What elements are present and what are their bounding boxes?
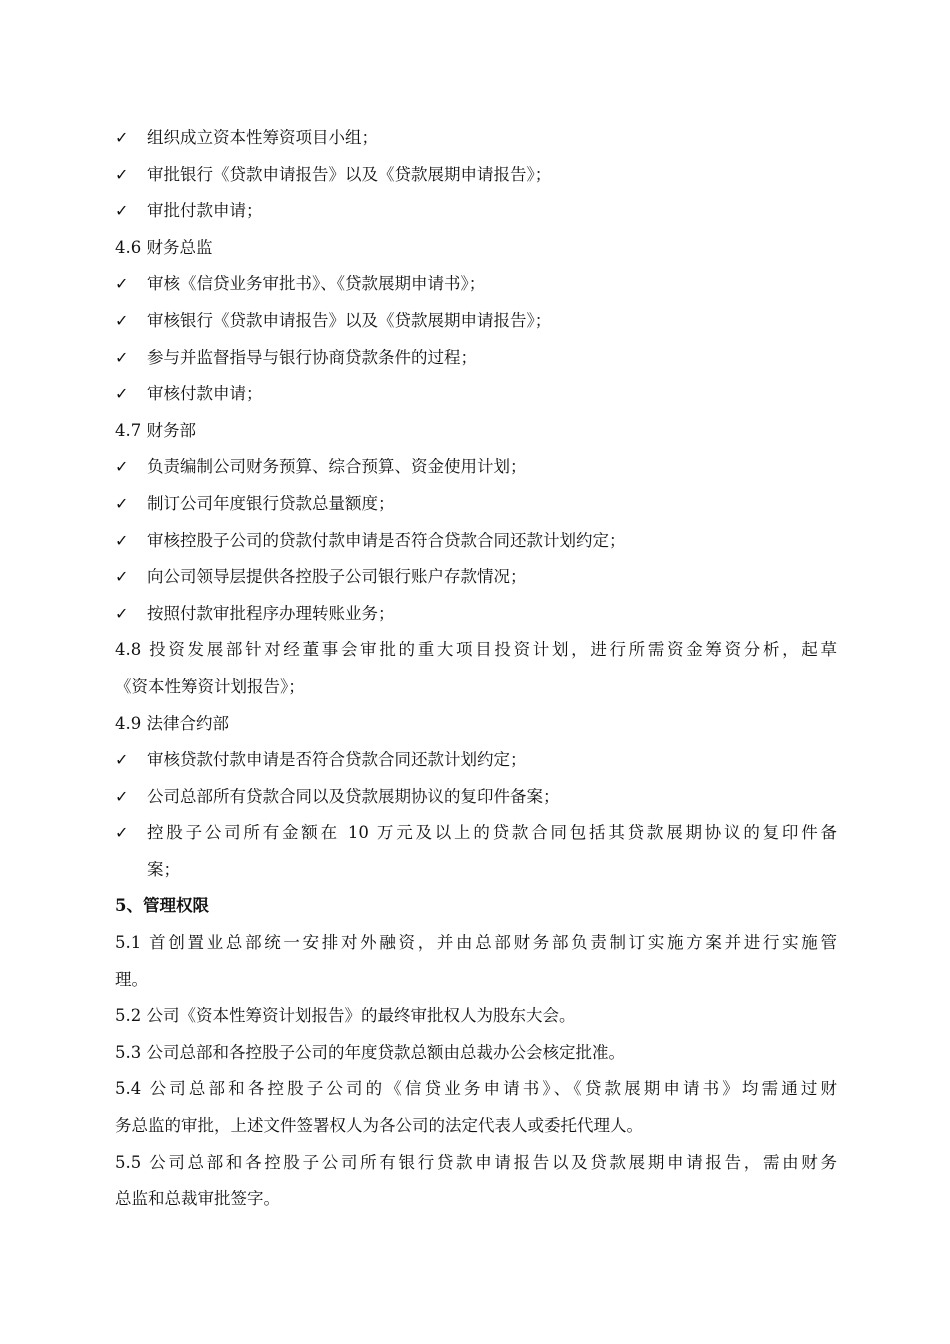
bullet-text: 审核银行《贷款申请报告》以及《贷款展期申请报告》； bbox=[147, 310, 552, 330]
paragraph-line: 理。 bbox=[115, 969, 148, 989]
paragraph-line: 务总监的审批，上述文件签署权人为各公司的法定代表人或委托代理人。 bbox=[115, 1116, 643, 1136]
checkmark-icon: ✓ bbox=[115, 164, 129, 184]
bullet-item bbox=[115, 779, 837, 816]
checkmark-icon: ✓ bbox=[115, 493, 129, 513]
section-title: 4.6 财务总监 bbox=[115, 237, 213, 257]
bullet-text: 审核贷款付款申请是否符合贷款合同还款计划约定； bbox=[147, 750, 527, 770]
bullet-text: 审批银行《贷款申请报告》以及《贷款展期申请报告》； bbox=[147, 164, 552, 184]
bullet-item bbox=[115, 815, 837, 852]
checkmark-icon: ✓ bbox=[115, 201, 129, 221]
bullet-text: 审批付款申请； bbox=[147, 201, 263, 221]
section-title: 4.9 法律合约部 bbox=[115, 713, 229, 733]
bullet-continuation: 案； bbox=[147, 859, 180, 879]
paragraph-line: 5.1 首创置业总部统一安排对外融资，并由总部财务部负责制订实施方案并进行实施管 bbox=[115, 933, 837, 953]
paragraph-line: 《资本性筹资计划报告》； bbox=[115, 676, 305, 696]
bullet-text: 公司总部所有贷款合同以及贷款展期协议的复印件备案； bbox=[147, 786, 560, 806]
section-title: 4.7 财务部 bbox=[115, 420, 196, 440]
paragraph-line: 5.4 公司总部和各控股子公司的《信贷业务申请书》、《贷款展期申请书》均需通过财 bbox=[115, 1079, 837, 1099]
paragraph-line: 5.2 公司《资本性筹资计划报告》的最终审批权人为股东大会。 bbox=[115, 1006, 576, 1026]
checkmark-icon: ✓ bbox=[115, 603, 129, 623]
bullet-text: 审核控股子公司的贷款付款申请是否符合贷款合同还款计划约定； bbox=[147, 530, 626, 550]
bullet-item bbox=[115, 596, 837, 633]
checkmark-icon: ✓ bbox=[115, 786, 129, 806]
paragraph-line: 5.5 公司总部和各控股子公司所有银行贷款申请报告以及贷款展期申请报告，需由财务 bbox=[115, 1152, 837, 1172]
bullet-item bbox=[115, 303, 837, 340]
bullet-item bbox=[115, 559, 837, 596]
checkmark-icon: ✓ bbox=[115, 530, 129, 550]
bullet-text: 按照付款审批程序办理转账业务； bbox=[147, 603, 395, 623]
bullet-text: 向公司领导层提供各控股子公司银行账户存款情况； bbox=[147, 567, 527, 587]
bullet-item bbox=[115, 340, 837, 377]
bullet-text: 参与并监督指导与银行协商贷款条件的过程； bbox=[147, 347, 477, 367]
checkmark-icon: ✓ bbox=[115, 274, 129, 294]
checkmark-icon: ✓ bbox=[115, 384, 129, 404]
checkmark-icon: ✓ bbox=[115, 750, 129, 770]
bullet-item bbox=[115, 486, 837, 523]
bullet-text: 组织成立资本性筹资项目小组； bbox=[147, 128, 378, 147]
bullet-text: 审核付款申请； bbox=[147, 384, 263, 404]
paragraph-line: 5.3 公司总部和各控股子公司的年度贷款总额由总裁办公会核定批准。 bbox=[115, 1042, 625, 1062]
paragraph-line: 总监和总裁审批签字。 bbox=[115, 1189, 280, 1209]
bullet-item bbox=[115, 157, 837, 194]
bullet-item bbox=[115, 120, 837, 157]
checkmark-icon: ✓ bbox=[115, 310, 129, 330]
checkmark-icon: ✓ bbox=[115, 823, 129, 843]
document-body bbox=[115, 120, 837, 1218]
bullet-text: 制订公司年度银行贷款总量额度； bbox=[147, 493, 395, 513]
bullet-item bbox=[115, 449, 837, 486]
bullet-item bbox=[115, 742, 837, 779]
bullet-item bbox=[115, 523, 837, 560]
bullet-text: 负责编制公司财务预算、综合预算、资金使用计划； bbox=[147, 457, 527, 477]
bullet-text: 控股子公司所有金额在 10 万元及以上的贷款合同包括其贷款展期协议的复印件备 bbox=[147, 823, 837, 843]
bullet-item bbox=[115, 376, 837, 413]
chapter-heading: 5、管理权限 bbox=[115, 896, 209, 916]
bullet-item bbox=[115, 266, 837, 303]
checkmark-icon: ✓ bbox=[115, 457, 129, 477]
checkmark-icon: ✓ bbox=[115, 128, 129, 147]
bullet-text: 审核《信贷业务审批书》、《贷款展期申请书》； bbox=[147, 274, 486, 294]
checkmark-icon: ✓ bbox=[115, 567, 129, 587]
paragraph-line: 4.8 投资发展部针对经董事会审批的重大项目投资计划，进行所需资金筹资分析，起草 bbox=[115, 640, 837, 660]
checkmark-icon: ✓ bbox=[115, 347, 129, 367]
bullet-item bbox=[115, 193, 837, 230]
